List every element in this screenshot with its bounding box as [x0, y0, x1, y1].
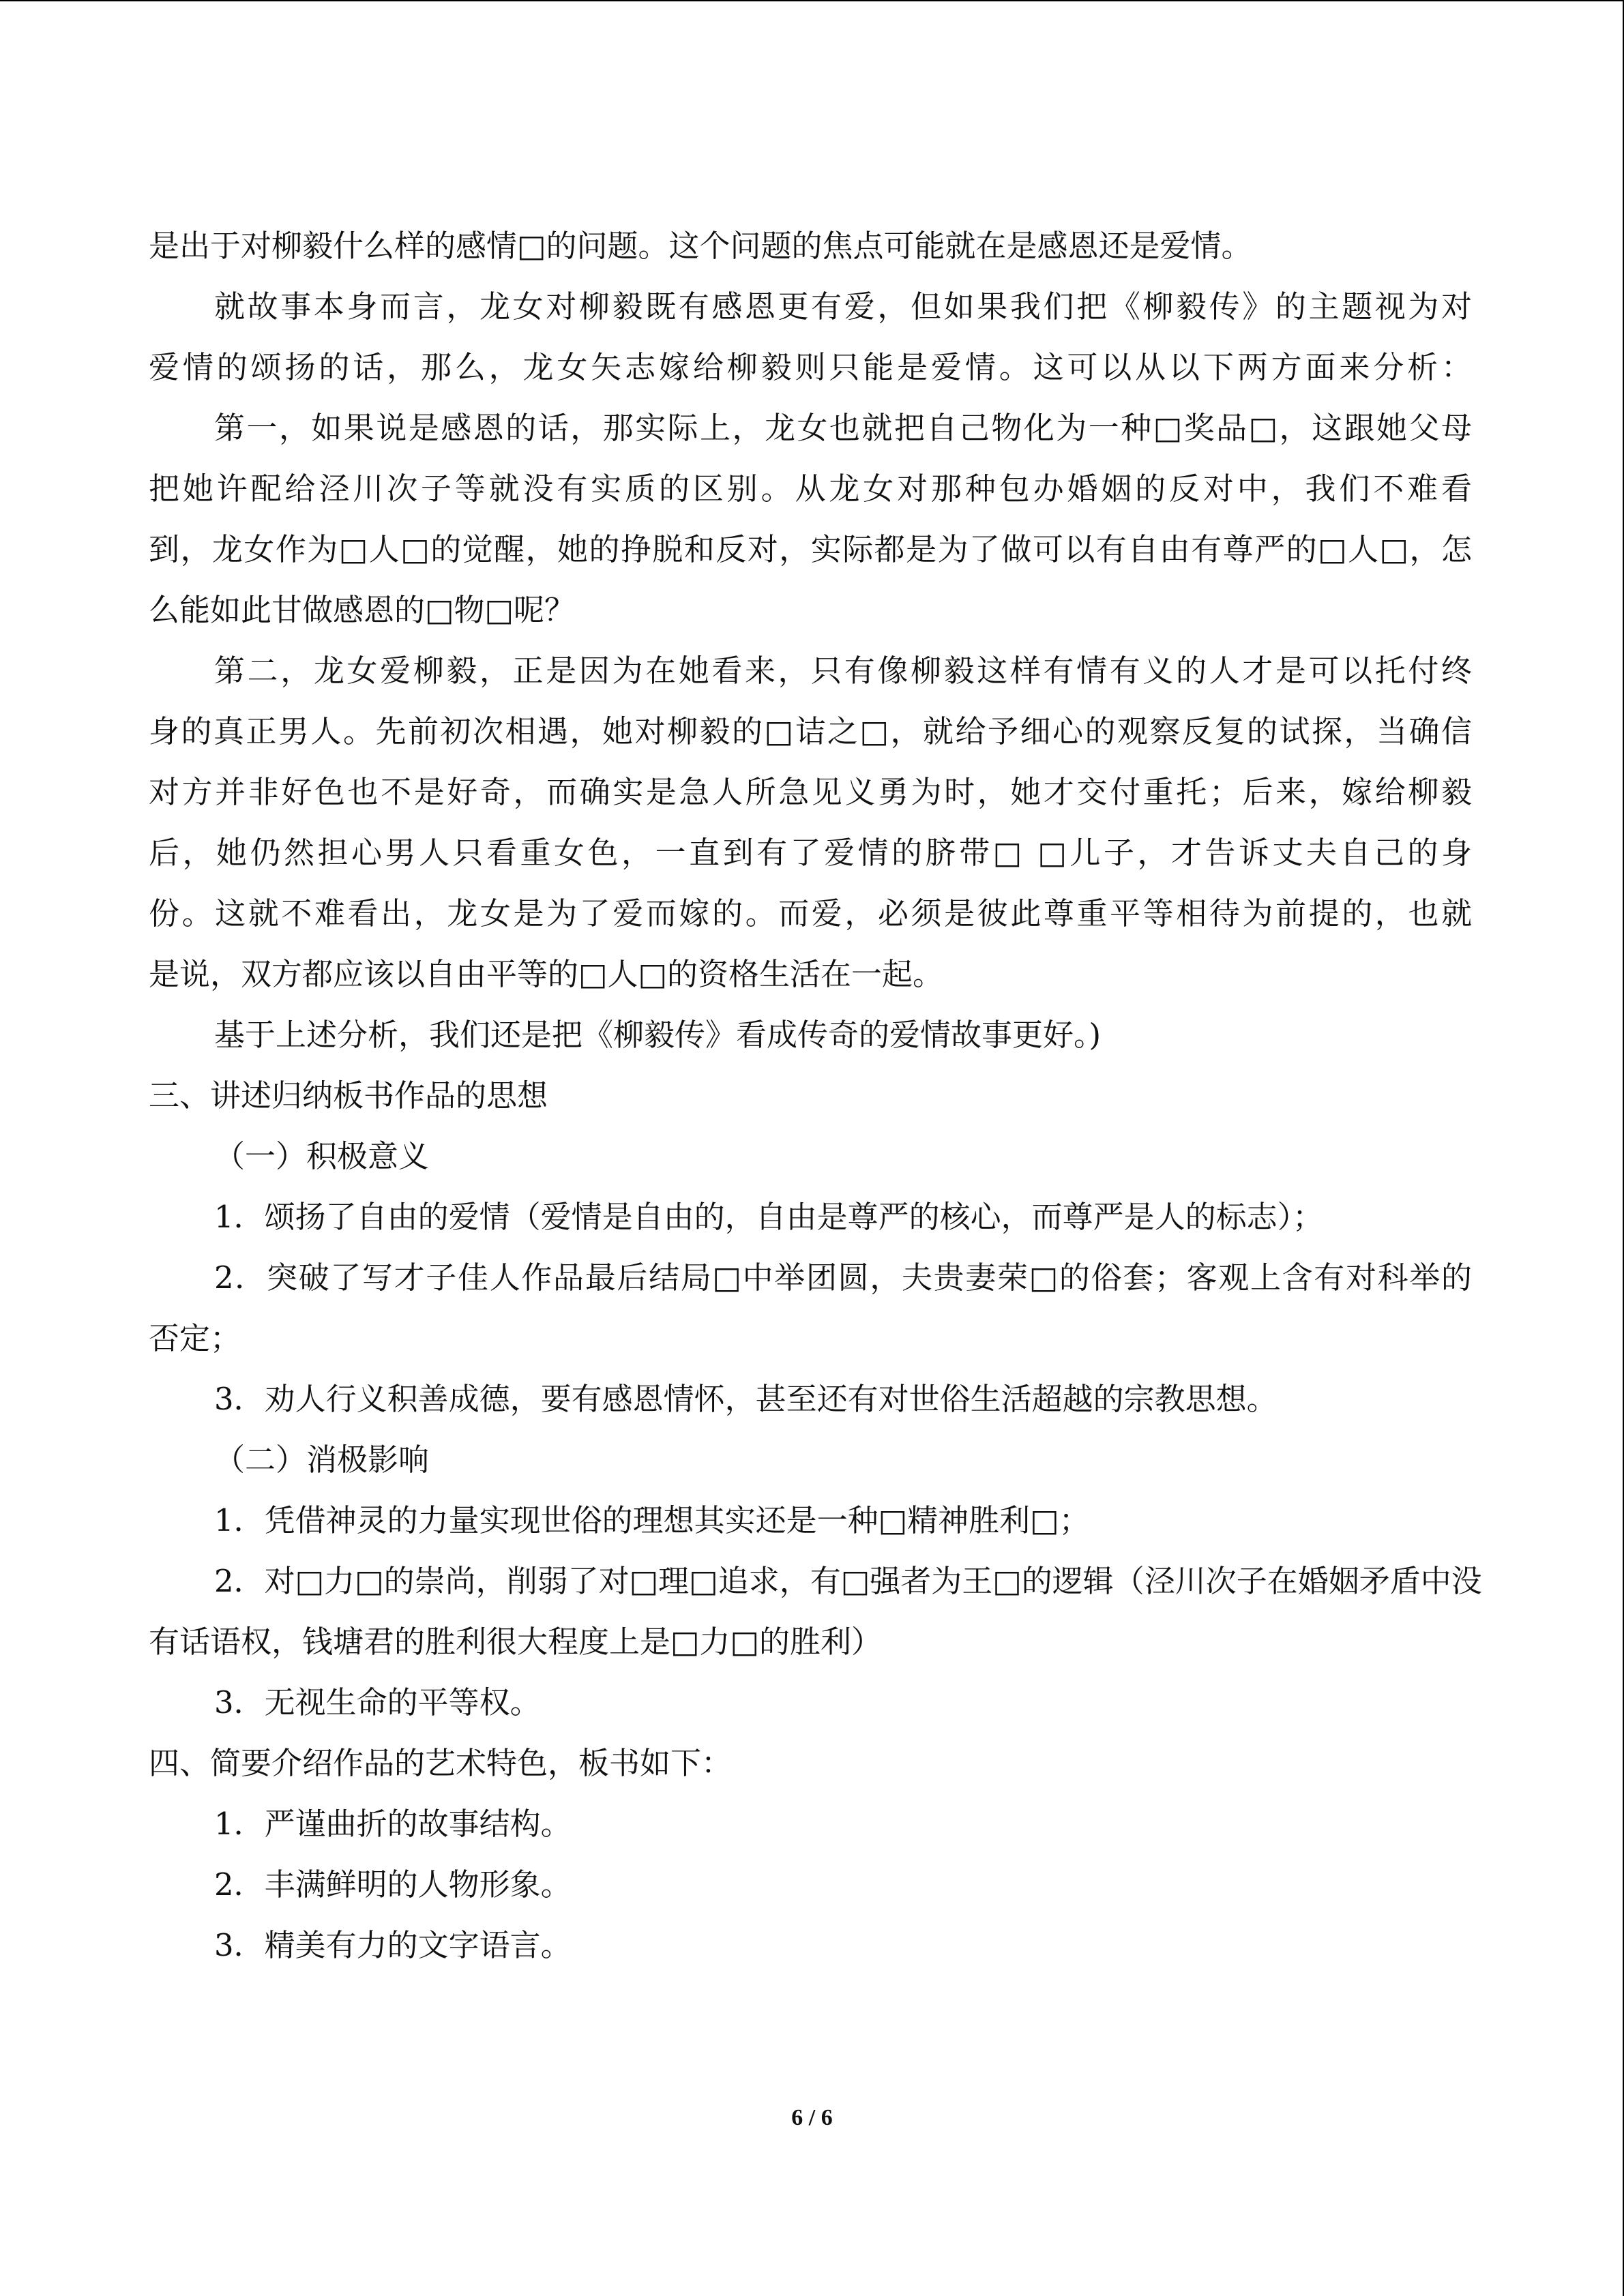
list-item-continuation: 有话语权，钱塘君的胜利很大程度上是□力□的胜利）: [149, 1624, 883, 1660]
list-item: 2．丰满鲜明的人物形象。: [214, 1866, 572, 1903]
text-line: 对方并非好色也不是好奇，而确实是急人所急见义勇为时，她才交付重托；后来，嫁给柳毅: [149, 774, 1472, 810]
list-item: 3．劝人行义积善成德，要有感恩情怀，甚至还有对世俗生活超越的宗教思想。: [214, 1381, 1278, 1417]
text-line: 份。这就不难看出，龙女是为了爱而嫁的。而爱，必须是彼此尊重平等相待为前提的，也就: [149, 895, 1472, 931]
list-item: 2．对□力□的崇尚，削弱了对□理□追求，有□强者为王□的逻辑（泾川次子在婚姻矛盾中没: [214, 1563, 1482, 1599]
text-line: 是出于对柳毅什么样的感情□的问题。这个问题的焦点可能就在是感恩还是爱情。: [149, 228, 1252, 264]
text-line: 把她许配给泾川次子等就没有实质的区别。从龙女对那种包办婚姻的反对中，我们不难看: [149, 471, 1472, 507]
text-line: 身的真正男人。先前初次相遇，她对柳毅的□诘之□，就给予细心的观察反复的试探，当确信: [149, 713, 1472, 749]
document-body: [149, 215, 1482, 1976]
text-line: 基于上述分析，我们还是把《柳毅传》看成传奇的爱情故事更好。): [214, 1017, 1102, 1053]
list-item: 2．突破了写才子佳人作品最后结局□中举团圆，夫贵妻荣□的俗套；客观上含有对科举的: [214, 1259, 1472, 1296]
list-item-continuation: 否定；: [149, 1320, 241, 1356]
list-item: 3．无视生命的平等权。: [214, 1684, 541, 1720]
text-line: 爱情的颂扬的话，那么，龙女矢志嫁给柳毅则只能是爱情。这可以从以下两方面来分析：: [149, 349, 1472, 385]
subsection-heading: （一）积极意义: [214, 1138, 430, 1174]
list-item: 1．凭借神灵的力量实现世俗的理想其实还是一种□精神胜利□；: [214, 1502, 1090, 1538]
subsection-heading: （二）消极影响: [214, 1442, 430, 1478]
text-line: 是说，双方都应该以自由平等的□人□的资格生活在一起。: [149, 956, 944, 992]
text-line: 就故事本身而言，龙女对柳毅既有感恩更有爱，但如果我们把《柳毅传》的主题视为对: [214, 288, 1472, 325]
section-heading: 四、简要介绍作品的艺术特色，板书如下：: [149, 1745, 733, 1781]
text-line: 到，龙女作为□人□的觉醒，她的挣脱和反对，实际都是为了做可以有自由有尊严的□人□，怎: [149, 531, 1472, 567]
text-line: 第二，龙女爱柳毅，正是因为在她看来，只有像柳毅这样有情有义的人才是可以托付终: [214, 653, 1472, 689]
list-item: 1．颂扬了自由的爱情（爱情是自由的，自由是尊严的核心，而尊严是人的标志）；: [214, 1199, 1324, 1235]
page-number: 6 / 6: [791, 2105, 833, 2130]
text-line: 么能如此甘做感恩的□物□呢？: [149, 592, 576, 628]
list-item: 3．精美有力的文字语言。: [214, 1927, 572, 1963]
list-item: 1．严谨曲折的故事结构。: [214, 1806, 572, 1842]
text-line: 第一，如果说是感恩的话，那实际上，龙女也就把自己物化为一种□奖品□，这跟她父母: [214, 410, 1472, 446]
text-line: 后，她仍然担心男人只看重女色，一直到有了爱情的脐带□ □儿子，才告诉丈夫自己的身: [149, 835, 1472, 871]
section-heading: 三、讲述归纳板书作品的思想: [149, 1077, 548, 1114]
